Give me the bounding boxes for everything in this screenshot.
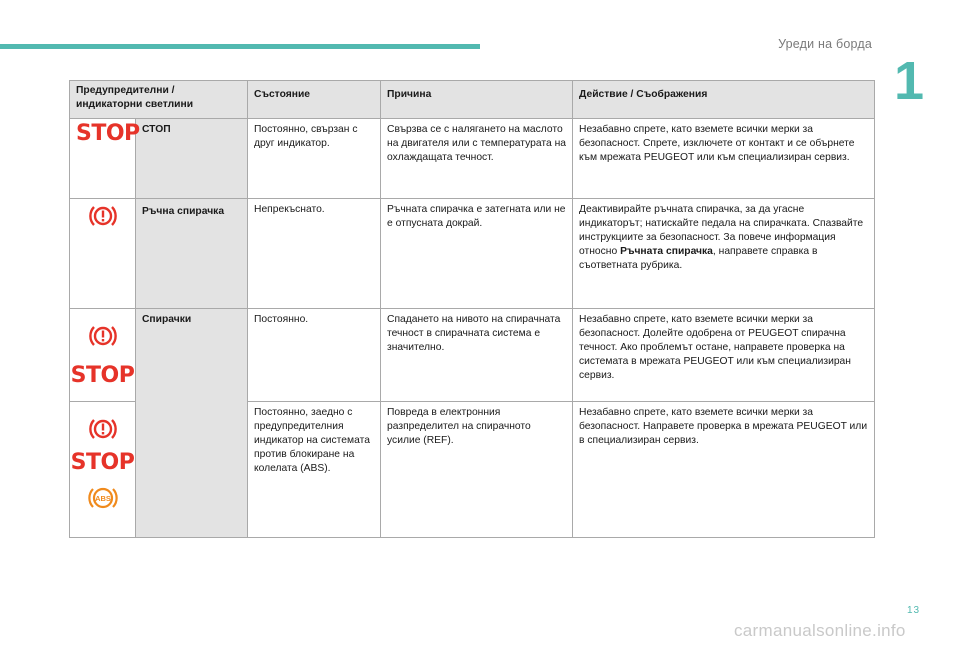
table-row [70, 309, 875, 402]
stop-icon: STOP [76, 121, 140, 146]
header-accent-bar [0, 44, 480, 49]
icon-cell [70, 119, 140, 199]
cause-cell: Свързва се с налягането на маслото на двигателя или с температурата на охлаждащата течност. [381, 119, 573, 199]
state-cell: Постоянно. [248, 309, 381, 402]
brake-warning-icon [88, 203, 118, 229]
table-row [70, 199, 875, 309]
cause-cell: Ръчната спирачка е затегната или не е отпусната докрай. [381, 199, 573, 309]
stop-icon: STOP [70, 363, 135, 388]
icon-cell [70, 402, 136, 538]
stop-icon: STOP [70, 450, 135, 475]
abs-icon [87, 484, 119, 512]
chapter-number: 1 [894, 51, 925, 111]
brake-warning-icon [88, 323, 118, 349]
table-row [70, 119, 875, 199]
table-header-row [70, 81, 875, 119]
action-cell: Деактивирайте ръчната спирачка, за да угасне индикаторът; натискайте педала на спирачката. Спазвайте инструкциите за безопасност. За повече информация относно Ръчната спирачка, направете справка в съответната рубрика. [573, 199, 875, 309]
page-number: 13 [907, 605, 921, 616]
state-cell: Постоянно, заедно с предупредителния индикатор на системата против блокиране на колелата (ABS). [248, 402, 381, 538]
light-name: Спирачки [136, 309, 248, 538]
icon-cell [70, 199, 136, 309]
header-cause: Причина [381, 81, 573, 119]
state-cell: Непрекъснато. [248, 199, 381, 309]
watermark: carmanualsonline.info [734, 621, 906, 640]
warning-lights-table [69, 80, 875, 538]
light-name: Ръчна спирачка [136, 199, 248, 309]
brake-warning-icon [88, 416, 118, 442]
icon-cell [70, 309, 136, 402]
header-action: Действие / Съображения [573, 81, 875, 119]
abs-icon-label: ABS [94, 494, 111, 503]
header-lights: Предупредителни / индикаторни светлини [70, 81, 248, 119]
action-cell: Незабавно спрете, като вземете всички мерки за безопасност. Спрете, изключете от контакт и се обърнете към мрежата PEUGEOT или към специализиран сервиз. [573, 119, 875, 199]
cause-cell: Спадането на нивото на спирачната течност в спирачната система е значително. [381, 309, 573, 402]
action-cell: Незабавно спрете, като вземете всички мерки за безопасност. Долейте одобрена от PEUGEOT спирачна течност. Ако проблемът остане, направете проверка на системата в мрежата PEUGEOT или към специализиран сервиз. [573, 309, 875, 402]
light-name: СТОП [136, 119, 248, 199]
header-state: Състояние [248, 81, 381, 119]
cause-cell: Повреда в електронния разпределител на спирачното усилие (REF). [381, 402, 573, 538]
action-cell: Незабавно спрете, като вземете всички мерки за безопасност. Направете проверка в мрежата PEUGEOT или в специализиран сервиз. [573, 402, 875, 538]
state-cell: Постоянно, свързан с друг индикатор. [248, 119, 381, 199]
section-title: Уреди на борда [778, 37, 872, 51]
